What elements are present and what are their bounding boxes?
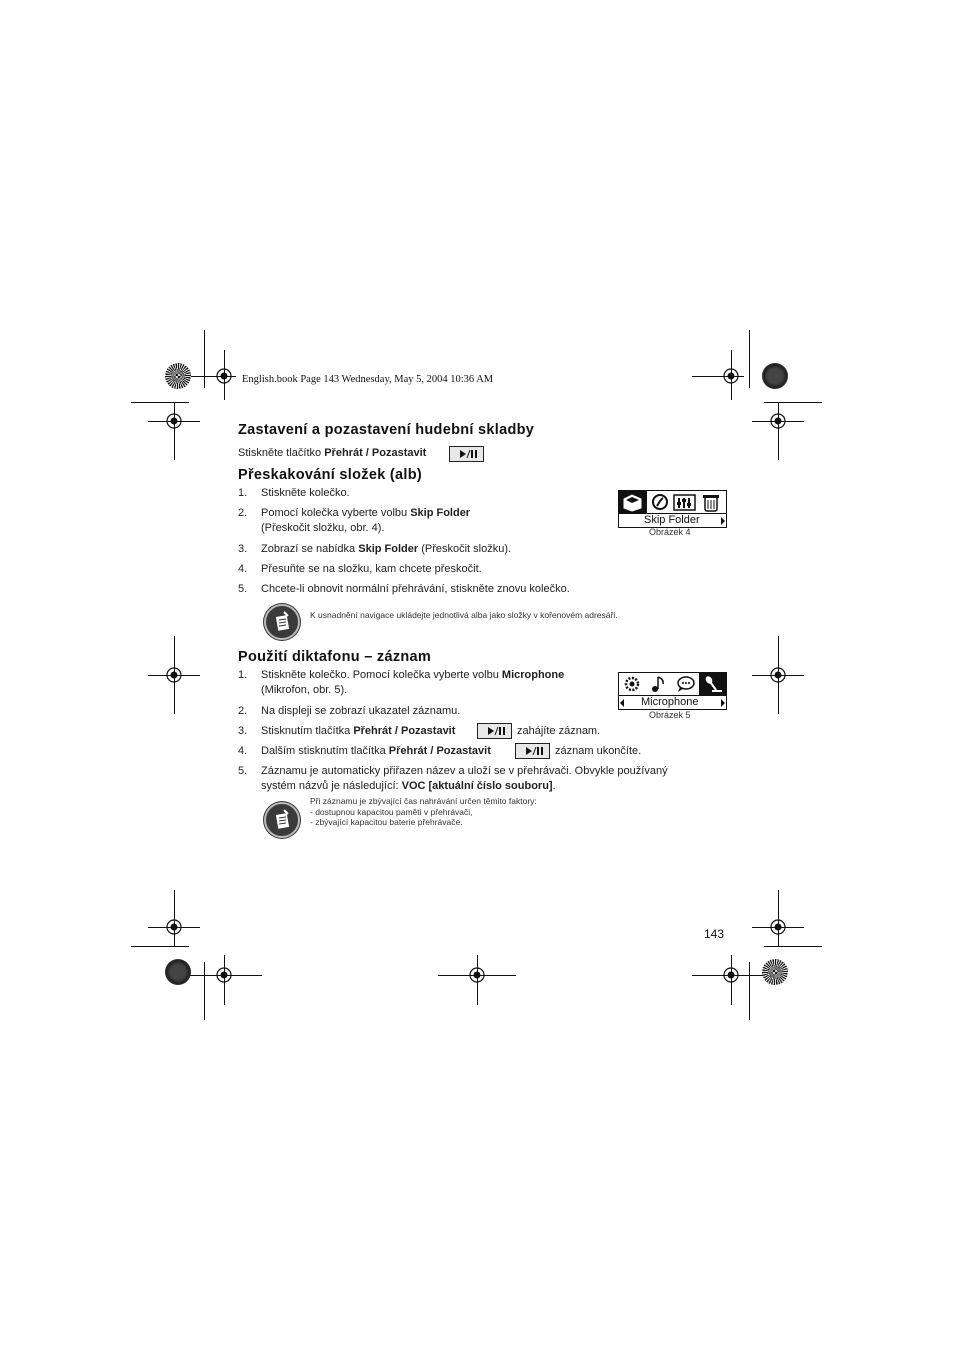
list-item-text: záznam ukončíte. [555,745,642,757]
figure-caption: Obrázek 4 [649,527,691,537]
play-pause-button [477,722,512,740]
lcd-label: Skip Folder [644,514,700,526]
list-number: 5. [238,765,248,777]
list-item-text: Stiskněte kolečko. Pomocí kolečka vyberte volbu [261,669,502,681]
list-number: 2. [238,705,248,717]
list-item-text: systém názvů je následující: [261,780,402,792]
sunburst-mark-icon [762,959,788,985]
list-item-continued: (Přeskočit složku, obr. 4). [261,522,385,534]
lcd-figure-skip-folder [618,490,727,528]
list-number: 3. [238,725,248,737]
list-item-text: zahájíte záznam. [517,725,601,737]
list-number: 3. [238,543,248,555]
list-item: Záznamu je automaticky přiřazen název a uloží se v přehrávači. Obvykle používaný [261,765,668,777]
note-music-icon [652,686,658,692]
list-item [261,668,564,682]
figure-caption: Obrázek 5 [649,710,691,720]
registration-mark-icon [213,365,235,387]
list-item-bold: Skip Folder [410,507,471,519]
list-item-text: Stisknutím tlačítka [261,725,354,737]
list-number: 5. [238,583,248,595]
note-line: - zbývající kapacitou baterie přehrávače. [310,817,463,827]
list-item [261,506,470,520]
list-item-text: (Přeskočit složku). [418,543,512,555]
list-item-bold: Microphone [501,669,565,681]
play-pause-button [515,742,550,760]
page-number: 143 [704,927,725,941]
list-item [261,542,511,556]
list-item-continued [261,779,556,793]
section-title-skip-folders: Přeskakování složek (alb) [238,467,422,483]
list-item-bold: VOC [aktuální číslo souboru] [401,780,553,792]
press-button-line [238,446,426,460]
registration-mark-icon [213,964,235,986]
registration-mark-icon [767,410,789,432]
sunburst-mark-icon [165,959,191,985]
list-number: 4. [238,745,248,757]
registration-mark-icon [163,410,185,432]
list-number: 4. [238,563,248,575]
note-text [310,796,537,828]
list-item-text: Dalším stisknutím tlačítka [261,745,389,757]
list-item-text: . [552,780,556,792]
list-item: Na displeji se zobrazí ukazatel záznamu. [261,705,461,717]
note-icon [264,802,300,838]
sunburst-mark-icon [165,363,191,389]
list-item-text: Pomocí kolečka vyberte volbu [261,507,411,519]
list-number: 2. [238,507,248,519]
registration-mark-icon [767,916,789,938]
note-icon [264,604,300,640]
list-item-bold: Přehrát / Pozastavit [388,745,491,757]
registration-mark-icon [767,664,789,686]
lcd-figure-microphone [618,672,727,710]
registration-mark-icon [163,916,185,938]
registration-mark-icon [163,664,185,686]
list-item-continued: (Mikrofon, obr. 5). [261,684,348,696]
registration-mark-icon [720,365,742,387]
sunburst-mark-icon [762,363,788,389]
play-pause-icon [478,724,511,738]
list-item [261,724,455,738]
list-item: Stiskněte kolečko. [261,487,350,499]
play-pause-icon [516,744,549,758]
play-pause-icon [450,447,483,461]
book-header: English.book Page 143 Wednesday, May 5, 2004 10:36 AM [242,374,494,385]
note-line: Při záznamu je zbývající čas nahrávání určen těmito faktory: [310,796,537,806]
registration-mark-icon [720,964,742,986]
note-line: - dostupnou kapacitou paměti v přehrávači, [310,806,473,817]
lcd-label: Microphone [641,696,699,708]
list-item: Chcete-li obnovit normální přehrávání, stiskněte znovu kolečko. [261,583,570,595]
list-number: 1. [238,669,248,681]
section-title-stop-pause: Zastavení a pozastavení hudební skladby [238,422,535,438]
list-item-bold: Skip Folder [358,543,419,555]
list-item: Přesuňte se na složku, kam chcete přeskočit. [261,563,482,575]
list-number: 1. [238,487,248,499]
note-text: K usnadnění navigace ukládejte jednotlivá alba jako složky v kořenovém adresáři. [310,610,618,620]
list-item-bold: Přehrát / Pozastavit [353,725,456,737]
press-text: Stiskněte tlačítko [238,447,325,459]
registration-mark-icon [466,964,488,986]
button-name: Přehrát / Pozastavit [324,447,427,459]
list-item [261,744,491,758]
play-pause-button [449,445,484,463]
list-item-text: Zobrazí se nabídka [261,543,359,555]
section-title-dictaphone: Použití diktafonu – záznam [238,649,432,665]
